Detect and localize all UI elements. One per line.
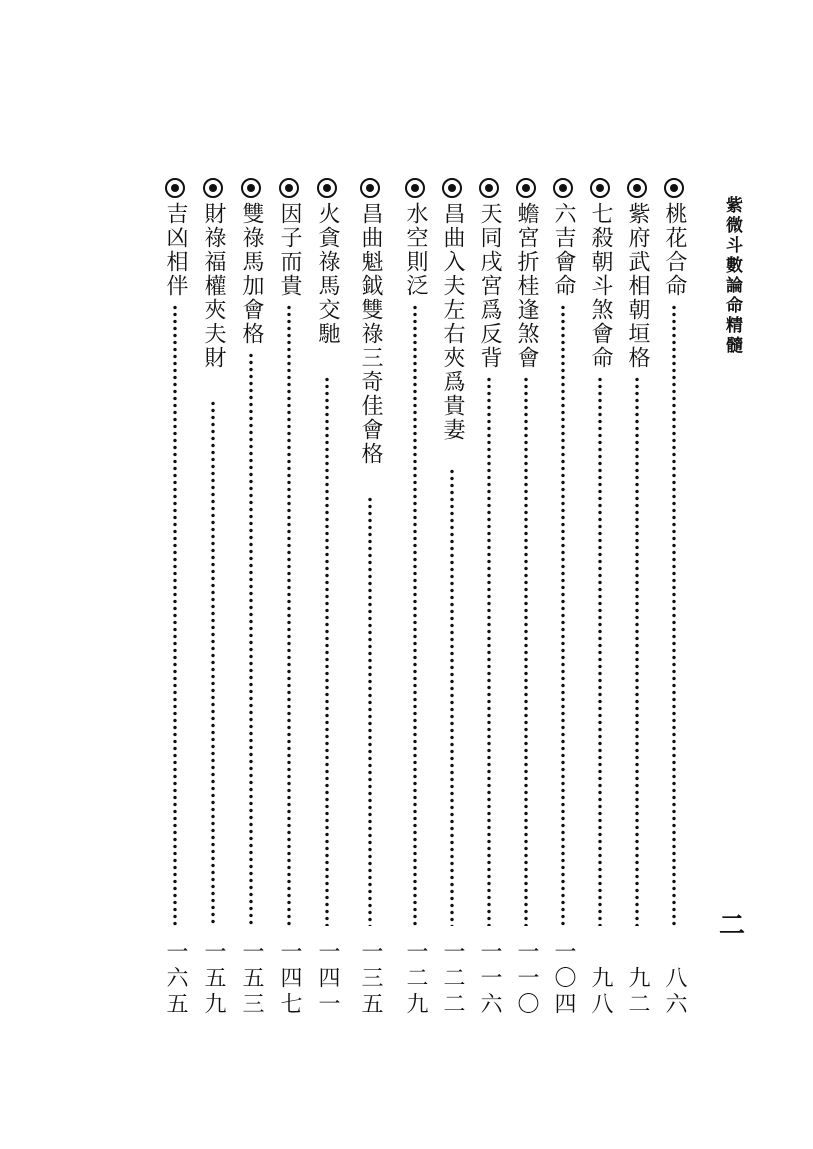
running-header-title: 紫微斗數論命精髓 xyxy=(722,196,742,356)
toc-entry[interactable] xyxy=(583,178,617,1018)
dot-leader xyxy=(210,400,216,926)
dot-leader xyxy=(597,376,603,926)
toc-entry-title: 因子而貴 xyxy=(277,202,302,298)
page-number: 二 xyxy=(718,911,745,941)
bullet-icon xyxy=(516,178,536,198)
dot-leader xyxy=(324,376,330,926)
bullet-icon xyxy=(664,178,684,198)
toc-entry-page: 九二 xyxy=(625,966,650,1018)
dot-leader xyxy=(523,376,529,926)
toc-entry-title: 天同戌宮爲反背 xyxy=(477,202,502,370)
bullet-icon xyxy=(442,178,462,198)
dot-leader xyxy=(172,304,178,926)
toc-entry[interactable] xyxy=(353,178,387,1018)
bullet-icon xyxy=(360,178,380,198)
toc-entry-title: 財祿福權夾夫財 xyxy=(201,202,226,370)
bullet-icon xyxy=(590,178,610,198)
toc-entry-title: 六吉會命 xyxy=(551,202,576,298)
bullet-icon xyxy=(405,178,425,198)
toc-entry[interactable] xyxy=(657,178,691,1018)
dot-leader xyxy=(671,304,677,926)
toc-entry[interactable] xyxy=(620,178,654,1018)
toc-entry-page: 一六五 xyxy=(163,940,188,1018)
toc-entry-page: 一四七 xyxy=(277,940,302,1018)
dot-leader xyxy=(486,376,492,926)
toc-entry[interactable] xyxy=(546,178,580,1018)
toc-entry-title: 吉凶相伴 xyxy=(163,202,188,298)
dot-leader xyxy=(286,304,292,926)
toc-entry-title: 昌曲入夫左右夾爲貴妻 xyxy=(440,202,465,442)
toc-entry-title: 火貪祿馬交馳 xyxy=(315,202,340,346)
dot-leader xyxy=(248,352,254,926)
toc-entry[interactable] xyxy=(310,178,344,1018)
dot-leader xyxy=(367,496,373,926)
toc-entry-page: 一二九 xyxy=(403,940,428,1018)
toc-entry-page: 一五九 xyxy=(201,940,226,1018)
toc-entry-title: 雙祿馬加會格 xyxy=(239,202,264,346)
bullet-icon xyxy=(279,178,299,198)
toc-entry-page: 一一六 xyxy=(477,940,502,1018)
dot-leader xyxy=(560,304,566,926)
toc-entry-title: 蟾宮折桂逢煞會 xyxy=(514,202,539,370)
toc-entry-page: 八六 xyxy=(662,966,687,1018)
toc-entry-page: 一二二 xyxy=(440,940,465,1018)
toc-entry-title: 桃花合命 xyxy=(662,202,687,298)
bullet-icon xyxy=(241,178,261,198)
toc-entry[interactable] xyxy=(196,178,230,1018)
bullet-icon xyxy=(553,178,573,198)
toc-entry[interactable] xyxy=(158,178,192,1018)
toc-entry-title: 水空則泛 xyxy=(403,202,428,298)
toc-entry[interactable] xyxy=(509,178,543,1018)
bullet-icon xyxy=(627,178,647,198)
toc-entry-title: 昌曲魁鉞雙祿三奇佳會格 xyxy=(358,202,383,466)
bullet-icon xyxy=(317,178,337,198)
toc-entry-page: 一五三 xyxy=(239,940,264,1018)
toc-entry[interactable] xyxy=(272,178,306,1018)
bullet-icon xyxy=(479,178,499,198)
toc-entry-title: 紫府武相朝垣格 xyxy=(625,202,650,370)
toc-entry-page: 一一〇 xyxy=(514,940,539,1018)
bullet-icon xyxy=(165,178,185,198)
toc-entry-page: 一〇四 xyxy=(551,940,576,1018)
dot-leader xyxy=(634,376,640,926)
toc-entry[interactable] xyxy=(398,178,432,1018)
toc-entry-title: 七殺朝斗煞會命 xyxy=(588,202,613,370)
toc-entry-page: 一四一 xyxy=(315,940,340,1018)
toc-entry[interactable] xyxy=(234,178,268,1018)
bullet-icon xyxy=(203,178,223,198)
toc-entry[interactable] xyxy=(435,178,469,1018)
toc-entry-page: 九八 xyxy=(588,966,613,1018)
dot-leader xyxy=(449,468,455,926)
dot-leader xyxy=(412,304,418,926)
toc-entry[interactable] xyxy=(472,178,506,1018)
toc-entry-page: 一三五 xyxy=(358,940,383,1018)
